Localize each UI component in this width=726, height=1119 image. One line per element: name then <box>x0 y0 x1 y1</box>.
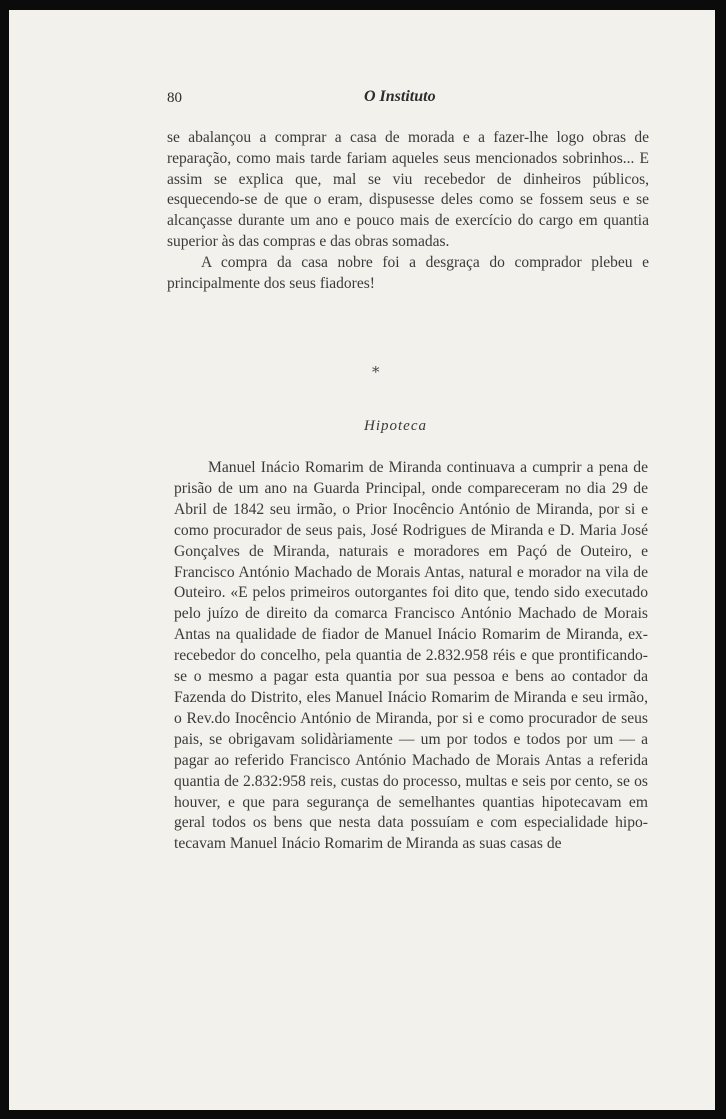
paragraph: Manuel Inácio Romarim de Miranda continuava a cumprir a pena de prisão de um ano na Guarda Principal, onde compareceram no dia 29 de Abril de 1842 seu irmão, o Prior Inocêncio António de Miranda, por si e como procurador de seus pais, José Rodrigues de Miranda e D. Maria José Gonçalves de Miranda, naturais e moradores em Paçó de Outeiro, e Francisco António Machado de Morais Antas, natural e morador na vila de Outeiro. «E pelos primeiros outorgantes foi dito que, tendo sido executado pelo juízo de direito da comarca Francisco António Machado de Morais Antas na qualidade de fiador de Manuel Inácio Romarim de Miranda, ex-recebedor do concelho, pela quantia de 2.832.958 réis e que prontificando-se o mesmo a pagar esta quantia por sua pessoa e bens ao contador da Fazenda do Distrito, eles Manuel Inácio Romarim de Miranda e seu irmão, o Rev.do Inocêncio António de Miranda, por si e como procurador de seus pais, se obrigavam solidàriamente — um por todos e todos por um — a pagar ao referido Francisco António Machado de Morais Antas a referida quantia de 2.832:958 reis, custas do processo, multas e seis por cento, se os houver, e que para segurança de semelhantes quantias hipotecavam em geral todos os bens que nesta data possuíam e com especialidade hipotecavam Manuel Inácio Romarim de Miranda as suas casas de <box>174 459 648 853</box>
paragraph: A compra da casa nobre foi a desgraça do comprador plebeu e principalmente dos seus fiadores! <box>167 253 649 292</box>
running-title: O Instituto <box>364 88 436 105</box>
paragraph: se abalançou a comprar a casa de morada e a fazer-lhe logo obras de reparação, como mais tarde fariam aqueles seus mencionados sobrinhos... E assim se explica que, mal se viu recebedor de dinheiros públicos, esquecendo-se de que o eram, dispusesse deles como se fossem seus e se alcançasse durante um ano e pouco mais de exercício do cargo em quantia superior às das compras e das obras somadas. <box>167 129 649 250</box>
section-heading: Hipoteca <box>364 418 427 434</box>
book-page <box>9 10 715 1110</box>
section-separator: * <box>372 363 380 381</box>
page-header <box>9 76 715 106</box>
page-number: 80 <box>167 90 182 106</box>
body-text-section-2 <box>174 458 648 855</box>
body-text-section-1 <box>167 128 649 294</box>
